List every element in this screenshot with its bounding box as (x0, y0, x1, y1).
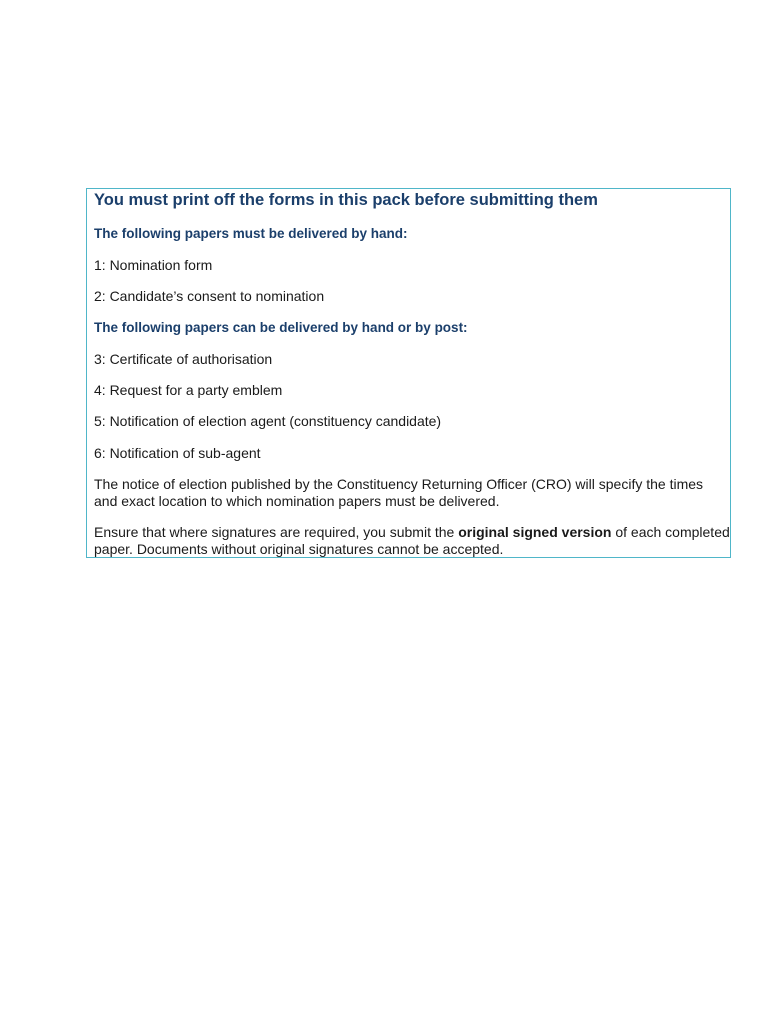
notice-of-election-paragraph: The notice of election published by the Constituency Returning Officer (CRO) will specify the times and exact location to which nomination papers must be delivered. (94, 476, 704, 509)
list-item-certificate-authorisation: 3: Certificate of authorisation (94, 351, 273, 367)
post-delivery-heading: The following papers can be delivered by hand or by post: (94, 320, 468, 335)
signature-text-end: of each completed paper. Documents without original signatures cannot be accepted. (94, 524, 730, 557)
hand-delivery-heading: The following papers must be delivered by hand: (94, 226, 408, 241)
signature-emphasis: original signed version (458, 524, 612, 540)
list-item-election-agent: 5: Notification of election agent (constituency candidate) (94, 413, 442, 429)
forms-notice-box (86, 188, 731, 558)
notice-title: You must print off the forms in this pack before submitting them (94, 191, 598, 209)
list-item-sub-agent: 6: Notification of sub-agent (94, 445, 261, 461)
list-item-party-emblem: 4: Request for a party emblem (94, 382, 283, 398)
list-item-candidate-consent: 2: Candidate’s consent to nomination (94, 288, 325, 304)
list-item-nomination-form: 1: Nomination form (94, 257, 213, 273)
signature-text-start: Ensure that where signatures are required, you submit the (94, 524, 459, 540)
signature-paragraph (94, 524, 730, 558)
